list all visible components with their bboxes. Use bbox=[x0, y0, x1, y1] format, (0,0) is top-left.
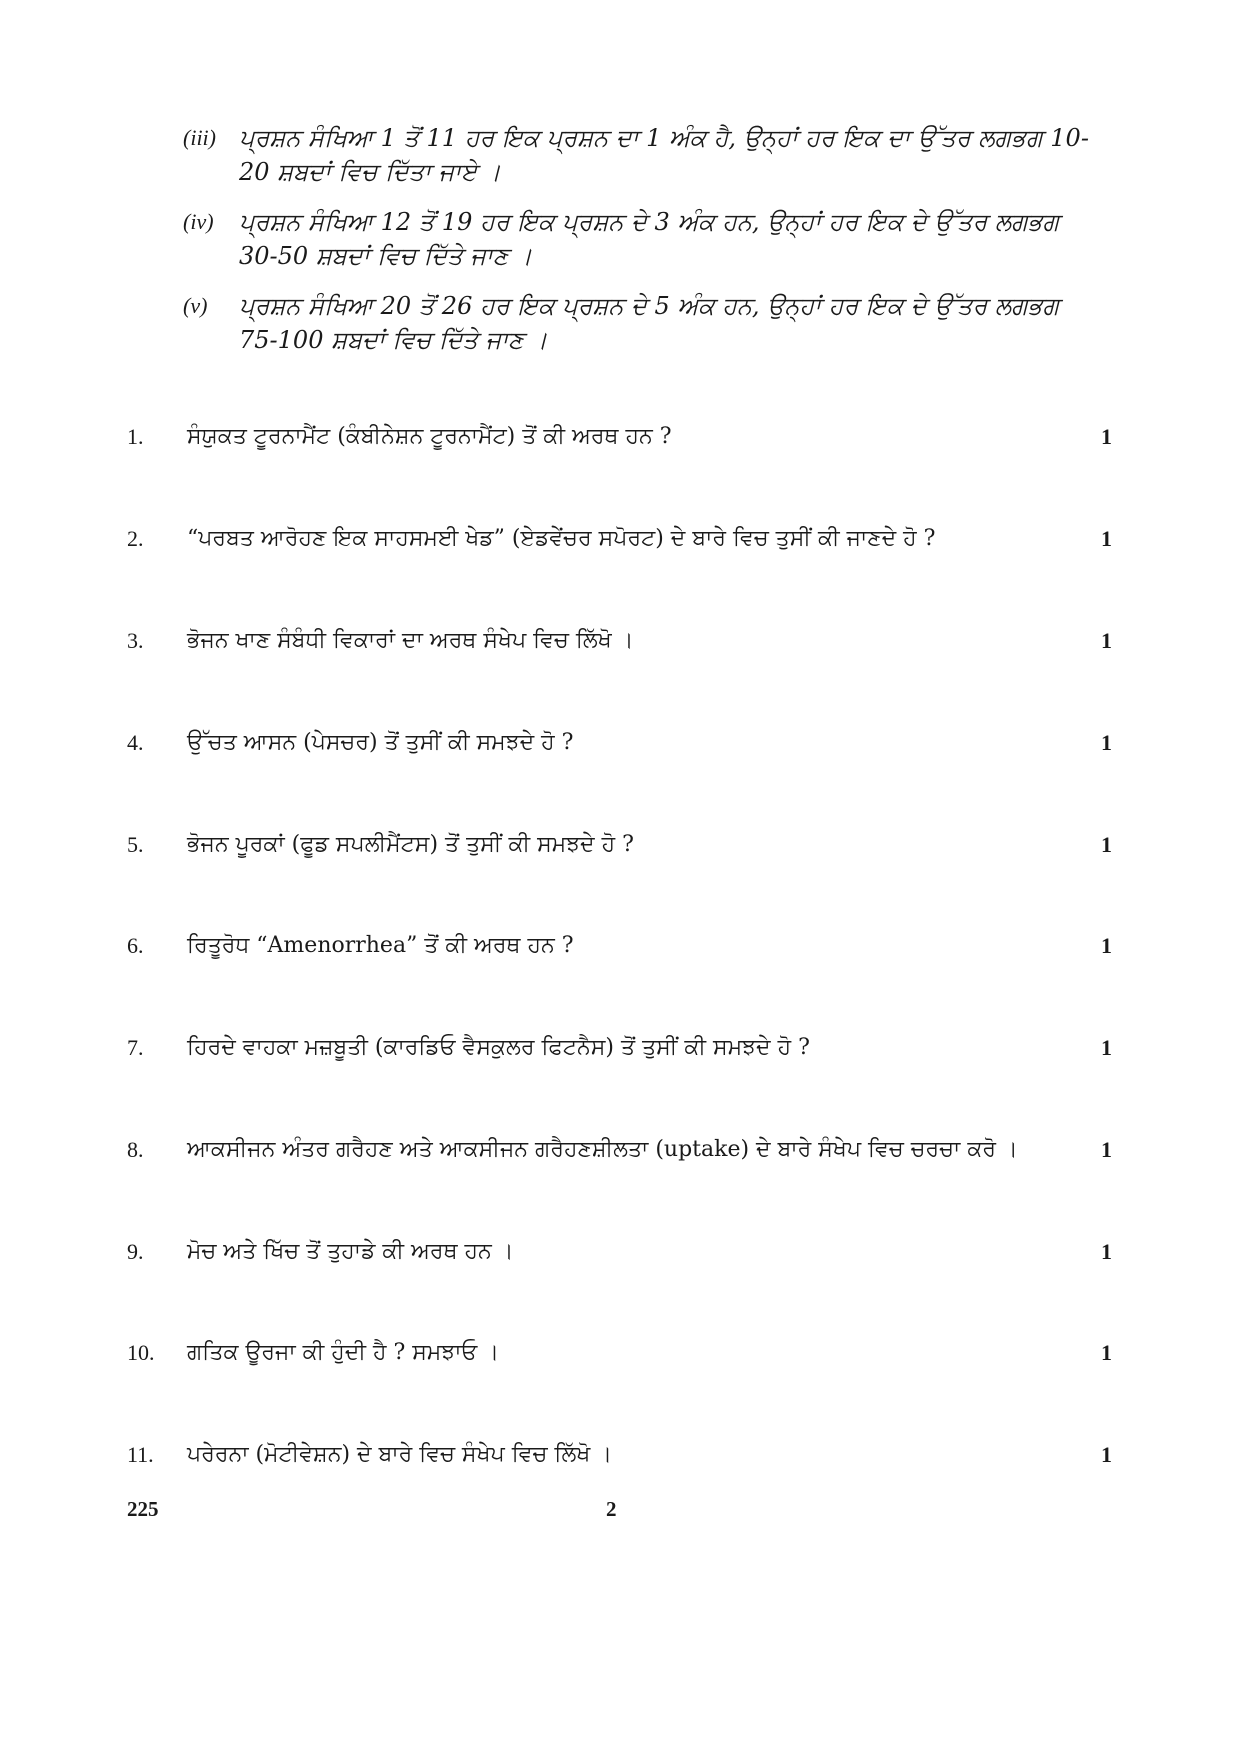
question-number: 5. bbox=[127, 832, 144, 857]
question-number: 9. bbox=[127, 1239, 144, 1264]
question-marks: 1 bbox=[1101, 628, 1112, 653]
question-text: ਰਿਤੂਰੋਧ “Amenorrhea” ਤੋਂ ਕੀ ਅਰਥ ਹਨ ? bbox=[187, 933, 574, 958]
question-number: 3. bbox=[127, 628, 144, 653]
question-marks: 1 bbox=[1101, 424, 1112, 449]
question-2 bbox=[127, 522, 1112, 556]
question-marks: 1 bbox=[1101, 1239, 1112, 1264]
instruction-number: (iii) bbox=[183, 125, 216, 150]
question-text: ਭੋਜਨ ਪੂਰਕਾਂ (ਫੂਡ ਸਪਲੀਮੈਂਟਸ) ਤੋਂ ਤੁਸੀਂ ਕੀ ਸਮਝਦੇ ਹੋ ? bbox=[187, 832, 634, 857]
question-5 bbox=[127, 828, 1112, 862]
question-text: ਸੰਯੁਕਤ ਟੂਰਨਾਮੈਂਟ (ਕੰਬੀਨੇਸ਼ਨ ਟੂਰਨਾਮੈਂਟ) ਤੋਂ ਕੀ ਅਰਥ ਹਨ ? bbox=[187, 424, 672, 449]
question-number: 7. bbox=[127, 1035, 144, 1060]
question-marks: 1 bbox=[1101, 1137, 1112, 1162]
question-marks: 1 bbox=[1101, 832, 1112, 857]
question-text: ਭੋਜਨ ਖਾਣ ਸੰਬੰਧੀ ਵਿਕਾਰਾਂ ਦਾ ਅਰਥ ਸੰਖੇਪ ਵਿਚ ਲਿੱਖੋ । bbox=[187, 628, 634, 653]
instruction-text: ਪ੍ਰਸ਼ਨ ਸੰਖਿਆ 1 ਤੋਂ 11 ਹਰ ਇਕ ਪ੍ਰਸ਼ਨ ਦਾ 1 ਅੰਕ ਹੈ, ਉਨ੍ਹਾਂ ਹਰ ਇਕ ਦਾ ਉੱਤਰ ਲਗਭਗ 10-20 ਸ਼ਬਦਾਂ ਵਿਚ ਦਿੱਤਾ ਜਾਏ । bbox=[239, 124, 1089, 186]
question-9 bbox=[127, 1235, 1112, 1269]
question-text: ਹਿਰਦੇ ਵਾਹਕਾ ਮਜ਼ਬੂਤੀ (ਕਾਰਡਿਓ ਵੈਸਕੁਲਰ ਫਿਟਨੈਸ) ਤੋਂ ਤੁਸੀਂ ਕੀ ਸਮਝਦੇ ਹੋ ? bbox=[187, 1035, 810, 1060]
instruction-iv bbox=[183, 205, 1103, 273]
instruction-v bbox=[183, 289, 1103, 357]
instruction-iii bbox=[183, 121, 1103, 189]
question-number: 2. bbox=[127, 526, 144, 551]
question-marks: 1 bbox=[1101, 1442, 1112, 1467]
question-text: ਆਕਸੀਜਨ ਅੰਤਰ ਗਰੈਹਣ ਅਤੇ ਆਕਸੀਜਨ ਗਰੈਹਣਸ਼ੀਲਤਾ (uptake) ਦੇ ਬਾਰੇ ਸੰਖੇਪ ਵਿਚ ਚਰਚਾ ਕਰੋ । bbox=[187, 1137, 1018, 1162]
question-number: 1. bbox=[127, 424, 144, 449]
instruction-text: ਪ੍ਰਸ਼ਨ ਸੰਖਿਆ 12 ਤੋਂ 19 ਹਰ ਇਕ ਪ੍ਰਸ਼ਨ ਦੇ 3 ਅੰਕ ਹਨ, ਉਨ੍ਹਾਂ ਹਰ ਇਕ ਦੇ ਉੱਤਰ ਲਗਭਗ 30-50 ਸ਼ਬਦਾਂ ਵਿਚ ਦਿੱਤੇ ਜਾਣ । bbox=[239, 208, 1060, 270]
instruction-number: (iv) bbox=[183, 209, 214, 234]
question-marks: 1 bbox=[1101, 1035, 1112, 1060]
question-marks: 1 bbox=[1101, 730, 1112, 755]
question-7 bbox=[127, 1031, 1112, 1065]
question-text: ਮੋਚ ਅਤੇ ਖਿੱਚ ਤੋਂ ਤੁਹਾਡੇ ਕੀ ਅਰਥ ਹਨ । bbox=[187, 1239, 514, 1264]
instruction-text: ਪ੍ਰਸ਼ਨ ਸੰਖਿਆ 20 ਤੋਂ 26 ਹਰ ਇਕ ਪ੍ਰਸ਼ਨ ਦੇ 5 ਅੰਕ ਹਨ, ਉਨ੍ਹਾਂ ਹਰ ਇਕ ਦੇ ਉੱਤਰ ਲਗਭਗ 75-100 ਸ਼ਬਦਾਂ ਵਿਚ ਦਿੱਤੇ ਜਾਣ । bbox=[239, 292, 1060, 354]
question-text: ਉੱਚਤ ਆਸਨ (ਪੇਸਚਰ) ਤੋਂ ਤੁਸੀਂ ਕੀ ਸਮਝਦੇ ਹੋ ? bbox=[187, 730, 574, 755]
question-number: 6. bbox=[127, 933, 144, 958]
question-text: “ਪਰਬਤ ਆਰੋਹਣ ਇਕ ਸਾਹਸਮਈ ਖੇਡ” (ਏਡਵੇਂਚਰ ਸਪੋਰਟ) ਦੇ ਬਾਰੇ ਵਿਚ ਤੁਸੀਂ ਕੀ ਜਾਣਦੇ ਹੋ ? bbox=[187, 526, 936, 551]
question-marks: 1 bbox=[1101, 526, 1112, 551]
question-11 bbox=[127, 1438, 1112, 1472]
question-4 bbox=[127, 726, 1112, 760]
question-1 bbox=[127, 420, 1112, 454]
question-number: 8. bbox=[127, 1137, 144, 1162]
question-text: ਪਰੇਰਨਾ (ਮੋਟੀਵੇਸ਼ਨ) ਦੇ ਬਾਰੇ ਵਿਚ ਸੰਖੇਪ ਵਿਚ ਲਿੱਖੋ । bbox=[187, 1442, 613, 1467]
subject-code: 225 bbox=[127, 1497, 159, 1521]
question-6 bbox=[127, 929, 1112, 963]
question-number: 11. bbox=[127, 1442, 154, 1467]
question-3 bbox=[127, 624, 1112, 658]
page-number: 2 bbox=[606, 1497, 617, 1521]
question-text: ਗਤਿਕ ਊਰਜਾ ਕੀ ਹੁੰਦੀ ਹੈ ? ਸਮਝਾਓ । bbox=[187, 1340, 500, 1365]
question-number: 4. bbox=[127, 730, 144, 755]
instruction-number: (v) bbox=[183, 293, 208, 318]
question-10 bbox=[127, 1336, 1112, 1370]
question-marks: 1 bbox=[1101, 1340, 1112, 1365]
question-marks: 1 bbox=[1101, 933, 1112, 958]
question-8 bbox=[127, 1133, 1112, 1167]
question-number: 10. bbox=[127, 1340, 155, 1365]
